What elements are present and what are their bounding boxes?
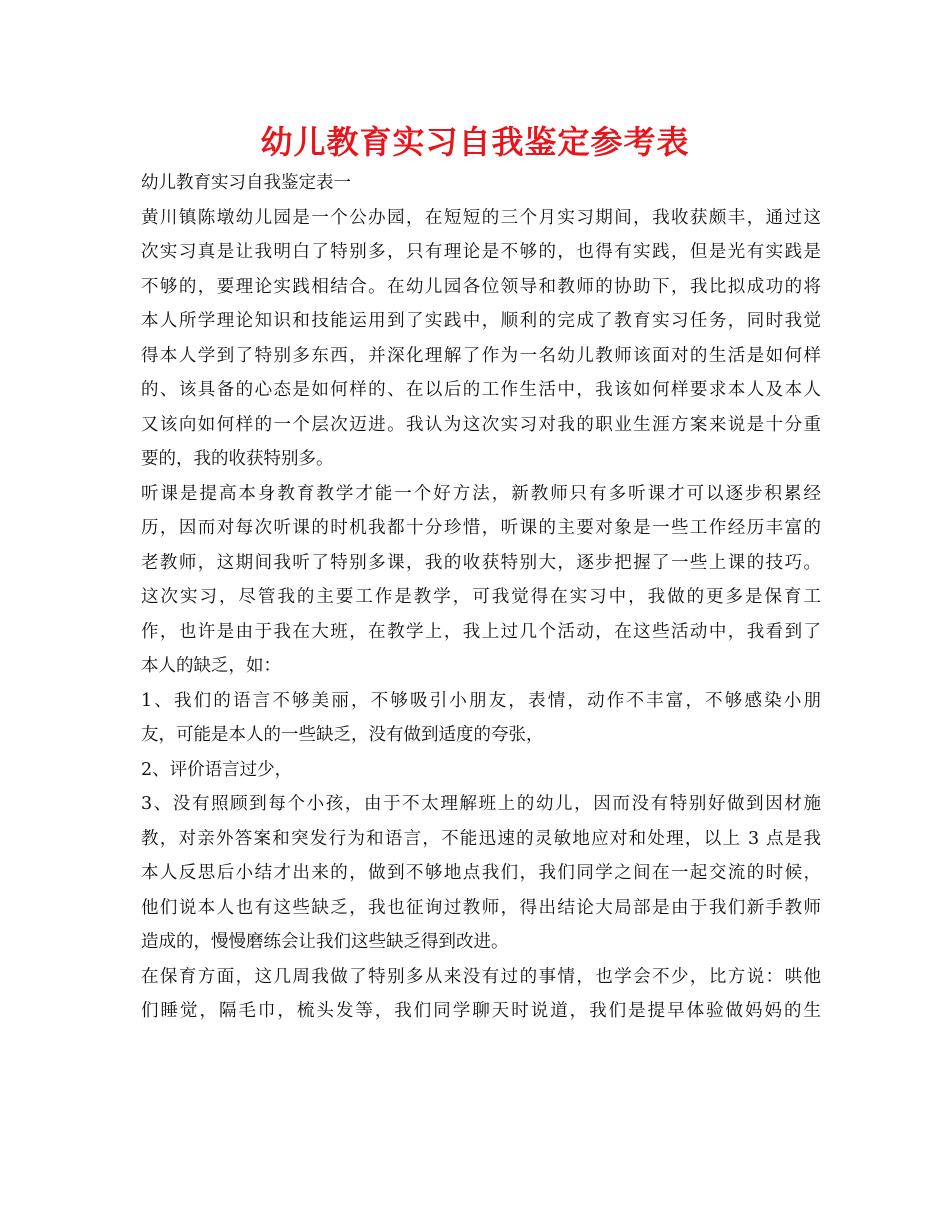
text-line: 造成的，慢慢磨练会让我们这些缺乏得到改进。 [141,932,509,952]
text-line: 本人反思后小结才出来的，做到不够地点我们，我们同学之间在一起交流的时候， [141,863,821,883]
document-body [141,166,821,1029]
text-line: 本人的缺乏，如： [141,656,281,676]
text-line: 本人所学理论知识和技能运用到了实践中，顺利的完成了教育实习任务，同时我觉 [141,311,821,331]
text-line: 友，可能是本人的一些缺乏，没有做到适度的夸张， [141,725,544,745]
text-line: 老教师，这期间我听了特别多课，我的收获特别大，逐步把握了一些上课的技巧。 [141,552,821,573]
text-line: 幼儿教育实习自我鉴定表一 [141,173,351,193]
text-line: 他们说本人也有这些缺乏，我也征询过教师，得出结论大局部是由于我们新手教师 [141,897,821,918]
text-line: 次实习真是让我明白了特别多，只有理论是不够的，也得有实践，但是光有实践是 [141,242,821,262]
text-line: 不够的，要理论实践相结合。在幼儿园各位领导和教师的协助下，我比拟成功的将 [141,276,821,297]
text-line: 得本人学到了特别多东西，并深化理解了作为一名幼儿教师该面对的生活是如何样 [141,345,821,366]
text-line: 3、没有照顾到每个小孩，由于不太理解班上的幼儿，因而没有特别好做到因材施 [141,794,821,814]
text-line: 听课是提高本身教育教学才能一个好方法，新教师只有多听课才可以逐步积累经 [141,483,821,504]
text-line: 的、该具备的心态是如何样的、在以后的工作生活中，我该如何样要求本人及本人 [141,380,821,400]
text-line: 教，对亲外答案和突发行为和语言，不能迅速的灵敏地应对和处理，以上 3 点是我 [141,828,821,849]
text-line: 2、评价语言过少， [141,759,293,780]
text-line: 这次实习，尽管我的主要工作是教学，可我觉得在实习中，我做的更多是保育工 [141,587,821,607]
text-line: 在保育方面，这几周我做了特别多从来没有过的事情，也学会不少，比方说：哄他 [141,966,821,987]
document-title: 幼儿教育实习自我鉴定参考表 [260,123,690,161]
text-line: 历，因而对每次听课的时机我都十分珍惜，听课的主要对象是一些工作经历丰富的 [141,518,821,538]
text-line: 1、我们的语言不够美丽，不够吸引小朋友，表情，动作不丰富，不够感染小朋 [141,690,821,711]
text-line: 要的，我的收获特别多。 [141,449,334,469]
text-line: 作，也许是由于我在大班，在教学上，我上过几个活动，在这些活动中，我看到了 [141,621,821,642]
text-line: 黄川镇陈墩幼儿园是一个公办园，在短短的三个月实习期间，我收获颇丰，通过这 [141,207,821,228]
text-line: 们睡觉，隔毛巾，梳头发等，我们同学聊天时说道，我们是提早体验做妈妈的生 [141,1001,821,1021]
text-line: 又该向如何样的一个层次迈进。我认为这次实习对我的职业生涯方案来说是十分重 [141,414,821,435]
